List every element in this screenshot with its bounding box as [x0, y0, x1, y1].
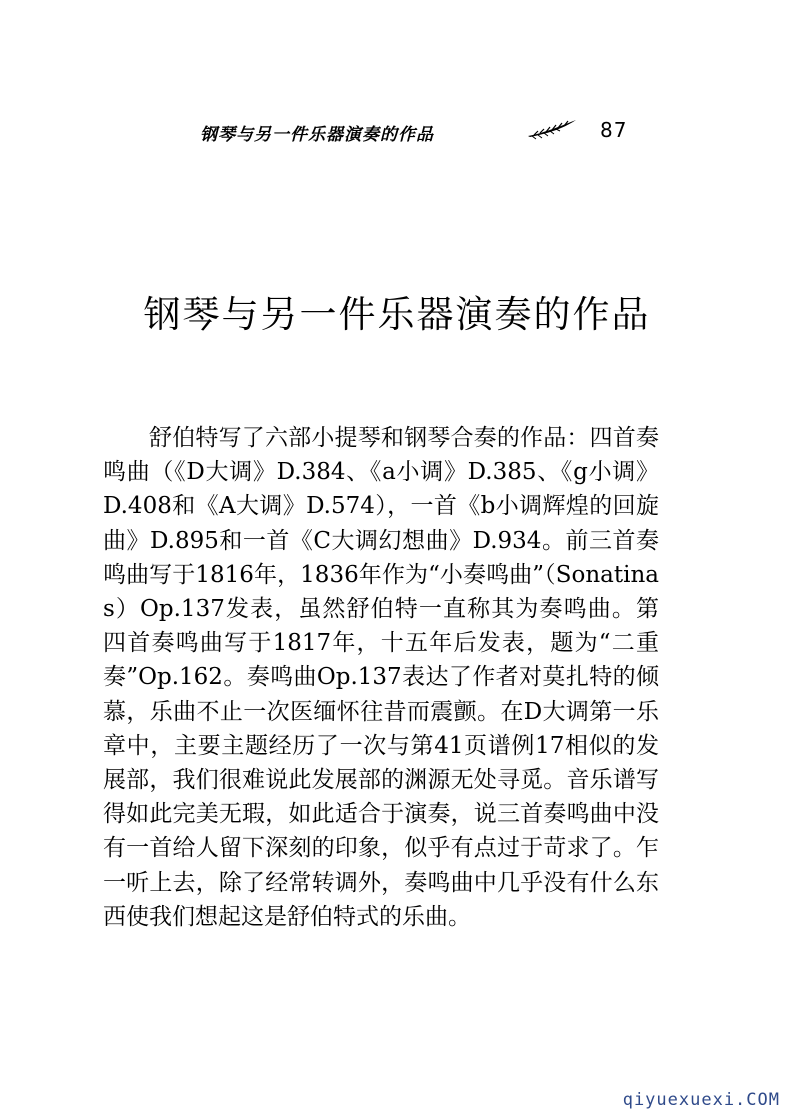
chapter-title: 钢琴与另一件乐器演奏的作品: [143, 293, 651, 336]
feather-ornament-icon: [526, 118, 578, 140]
watermark: qiyuexuexi.COM: [622, 1090, 780, 1110]
running-head-title: 钢琴与另一件乐器演奏的作品: [200, 125, 434, 145]
running-head: [200, 116, 640, 146]
body-paragraph: 舒伯特写了六部小提琴和钢琴合奏的作品：四首奏鸣曲（《D大调》D.384、《a小调》D.385、《g小调》D.408和《A大调》D.574），一首《b小调辉煌的回旋曲》D.895和一首《C大调幻想曲》D.934。前三首奏鸣曲写于1816年，1836年作为“小奏鸣曲”（Sonatinas）Op.137发表，虽然舒伯特一直称其为奏鸣曲。第四首奏鸣曲写于1817年，十五年后发表，题为“二重奏”Op.162。奏鸣曲Op.137表达了作者对莫扎特的倾慕，乐曲不止一次医缅怀往昔而震颤。在D大调第一乐章中，主要主题经历了一次与第41页谱例17相似的发展部，我们很难说此发展部的渊源无处寻觅。音乐谱写得如此完美无瑕，如此适合于演奏，说三首奏鸣曲中没有一首给人留下深刻的印象，似乎有点过于苛求了。乍一听上去，除了经常转调外，奏鸣曲中几乎没有什么东西使我们想起这是舒伯特式的乐曲。: [103, 425, 659, 930]
page-number: 87: [600, 118, 628, 142]
